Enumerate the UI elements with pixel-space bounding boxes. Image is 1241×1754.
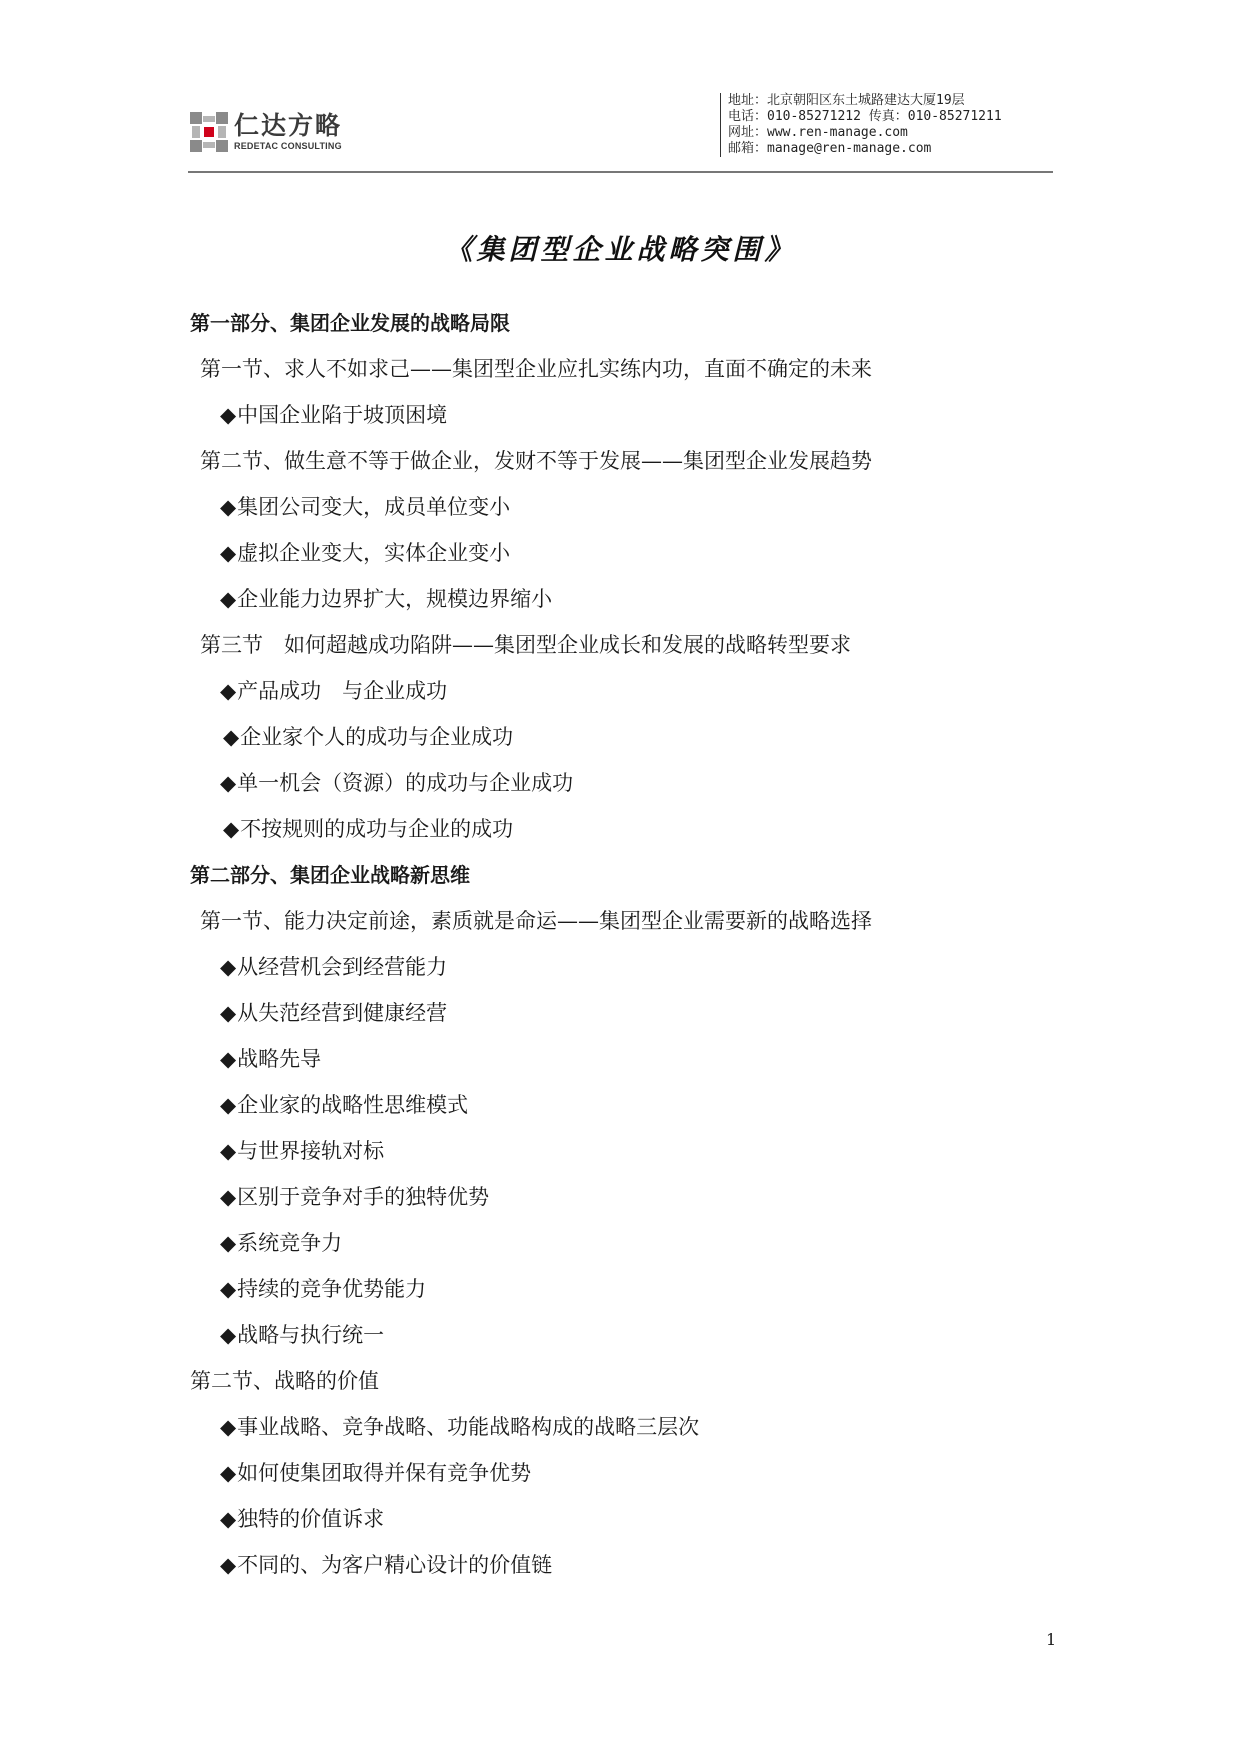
logo-chinese-name: 仁达方略 [234, 111, 343, 140]
diamond-bullet-icon: ◆ [220, 1231, 237, 1255]
bullet-item: ◆事业战略、竞争战略、功能战略构成的战略三层次 [220, 1415, 700, 1439]
section-heading: 第一节、求人不如求己——集团型企业应扎实练内功，直面不确定的未来 [200, 357, 872, 381]
part-heading: 第一部分、集团企业发展的战略局限 [190, 311, 510, 335]
bullet-item: ◆战略与执行统一 [220, 1323, 385, 1347]
diamond-bullet-icon: ◆ [220, 1093, 237, 1117]
diamond-bullet-icon: ◆ [220, 1001, 237, 1025]
part-heading: 第二部分、集团企业战略新思维 [190, 863, 470, 887]
diamond-bullet-icon: ◆ [220, 771, 237, 795]
bullet-item: ◆集团公司变大，成员单位变小 [220, 495, 511, 519]
diamond-bullet-icon: ◆ [220, 403, 237, 427]
diamond-bullet-icon: ◆ [220, 1047, 237, 1071]
diamond-bullet-icon: ◆ [220, 1553, 237, 1577]
bullet-item: ◆不按规则的成功与企业的成功 [223, 817, 514, 841]
diamond-bullet-icon: ◆ [220, 1461, 237, 1485]
bullet-item: ◆企业家个人的成功与企业成功 [223, 725, 514, 749]
diamond-bullet-icon: ◆ [220, 1139, 237, 1163]
diamond-bullet-icon: ◆ [223, 725, 240, 749]
bullet-item: ◆从失范经营到健康经营 [220, 1001, 448, 1025]
bullet-item: ◆单一机会（资源）的成功与企业成功 [220, 771, 574, 795]
diamond-bullet-icon: ◆ [220, 1507, 237, 1531]
diamond-bullet-icon: ◆ [220, 1323, 237, 1347]
bullet-item: ◆系统竞争力 [220, 1231, 343, 1255]
logo-english-name: REDETAC CONSULTING [234, 141, 342, 151]
diamond-bullet-icon: ◆ [220, 1415, 237, 1439]
bullet-item: ◆虚拟企业变大，实体企业变小 [220, 541, 511, 565]
diamond-bullet-icon: ◆ [220, 541, 237, 565]
bullet-item: ◆不同的、为客户精心设计的价值链 [220, 1553, 553, 1577]
bullet-item: ◆战略先导 [220, 1047, 322, 1071]
section-heading: 第二节、战略的价值 [190, 1369, 379, 1393]
diamond-bullet-icon: ◆ [220, 955, 237, 979]
bullet-item: ◆持续的竞争优势能力 [220, 1277, 427, 1301]
diamond-bullet-icon: ◆ [223, 817, 240, 841]
contact-website: 网址：www.ren-manage.com [728, 125, 908, 140]
diamond-bullet-icon: ◆ [220, 679, 237, 703]
section-heading: 第一节、能力决定前途，素质就是命运——集团型企业需要新的战略选择 [200, 909, 872, 933]
contact-address: 地址：北京朝阳区东土城路建达大厦19层 [728, 93, 965, 108]
bullet-item: ◆从经营机会到经营能力 [220, 955, 448, 979]
diamond-bullet-icon: ◆ [220, 495, 237, 519]
section-heading: 第二节、做生意不等于做企业，发财不等于发展——集团型企业发展趋势 [200, 449, 872, 473]
bullet-item: ◆企业能力边界扩大，规模边界缩小 [220, 587, 553, 611]
bullet-item: ◆中国企业陷于坡顶困境 [220, 403, 448, 427]
section-heading: 第三节 如何超越成功陷阱——集团型企业成长和发展的战略转型要求 [200, 633, 851, 657]
document-title: 《集团型企业战略突围》 [444, 233, 797, 266]
diamond-bullet-icon: ◆ [220, 1185, 237, 1209]
diamond-bullet-icon: ◆ [220, 587, 237, 611]
bullet-item: ◆企业家的战略性思维模式 [220, 1093, 469, 1117]
company-logo [190, 112, 350, 156]
header-divider [188, 171, 1053, 173]
bullet-item: ◆产品成功 与企业成功 [220, 679, 448, 703]
bullet-item: ◆区别于竞争对手的独特优势 [220, 1185, 490, 1209]
bullet-item: ◆如何使集团取得并保有竞争优势 [220, 1461, 532, 1485]
bullet-item: ◆与世界接轨对标 [220, 1139, 385, 1163]
contact-phone: 电话：010-85271212 传真：010-85271211 [728, 109, 1002, 124]
bullet-item: ◆独特的价值诉求 [220, 1507, 385, 1531]
outline-body [190, 306, 1070, 1594]
logo-mark-icon [190, 112, 228, 152]
contact-email: 邮箱：manage@ren-manage.com [728, 141, 932, 156]
diamond-bullet-icon: ◆ [220, 1277, 237, 1301]
contact-block [720, 93, 1058, 157]
page-number: 1 [1046, 1630, 1057, 1649]
